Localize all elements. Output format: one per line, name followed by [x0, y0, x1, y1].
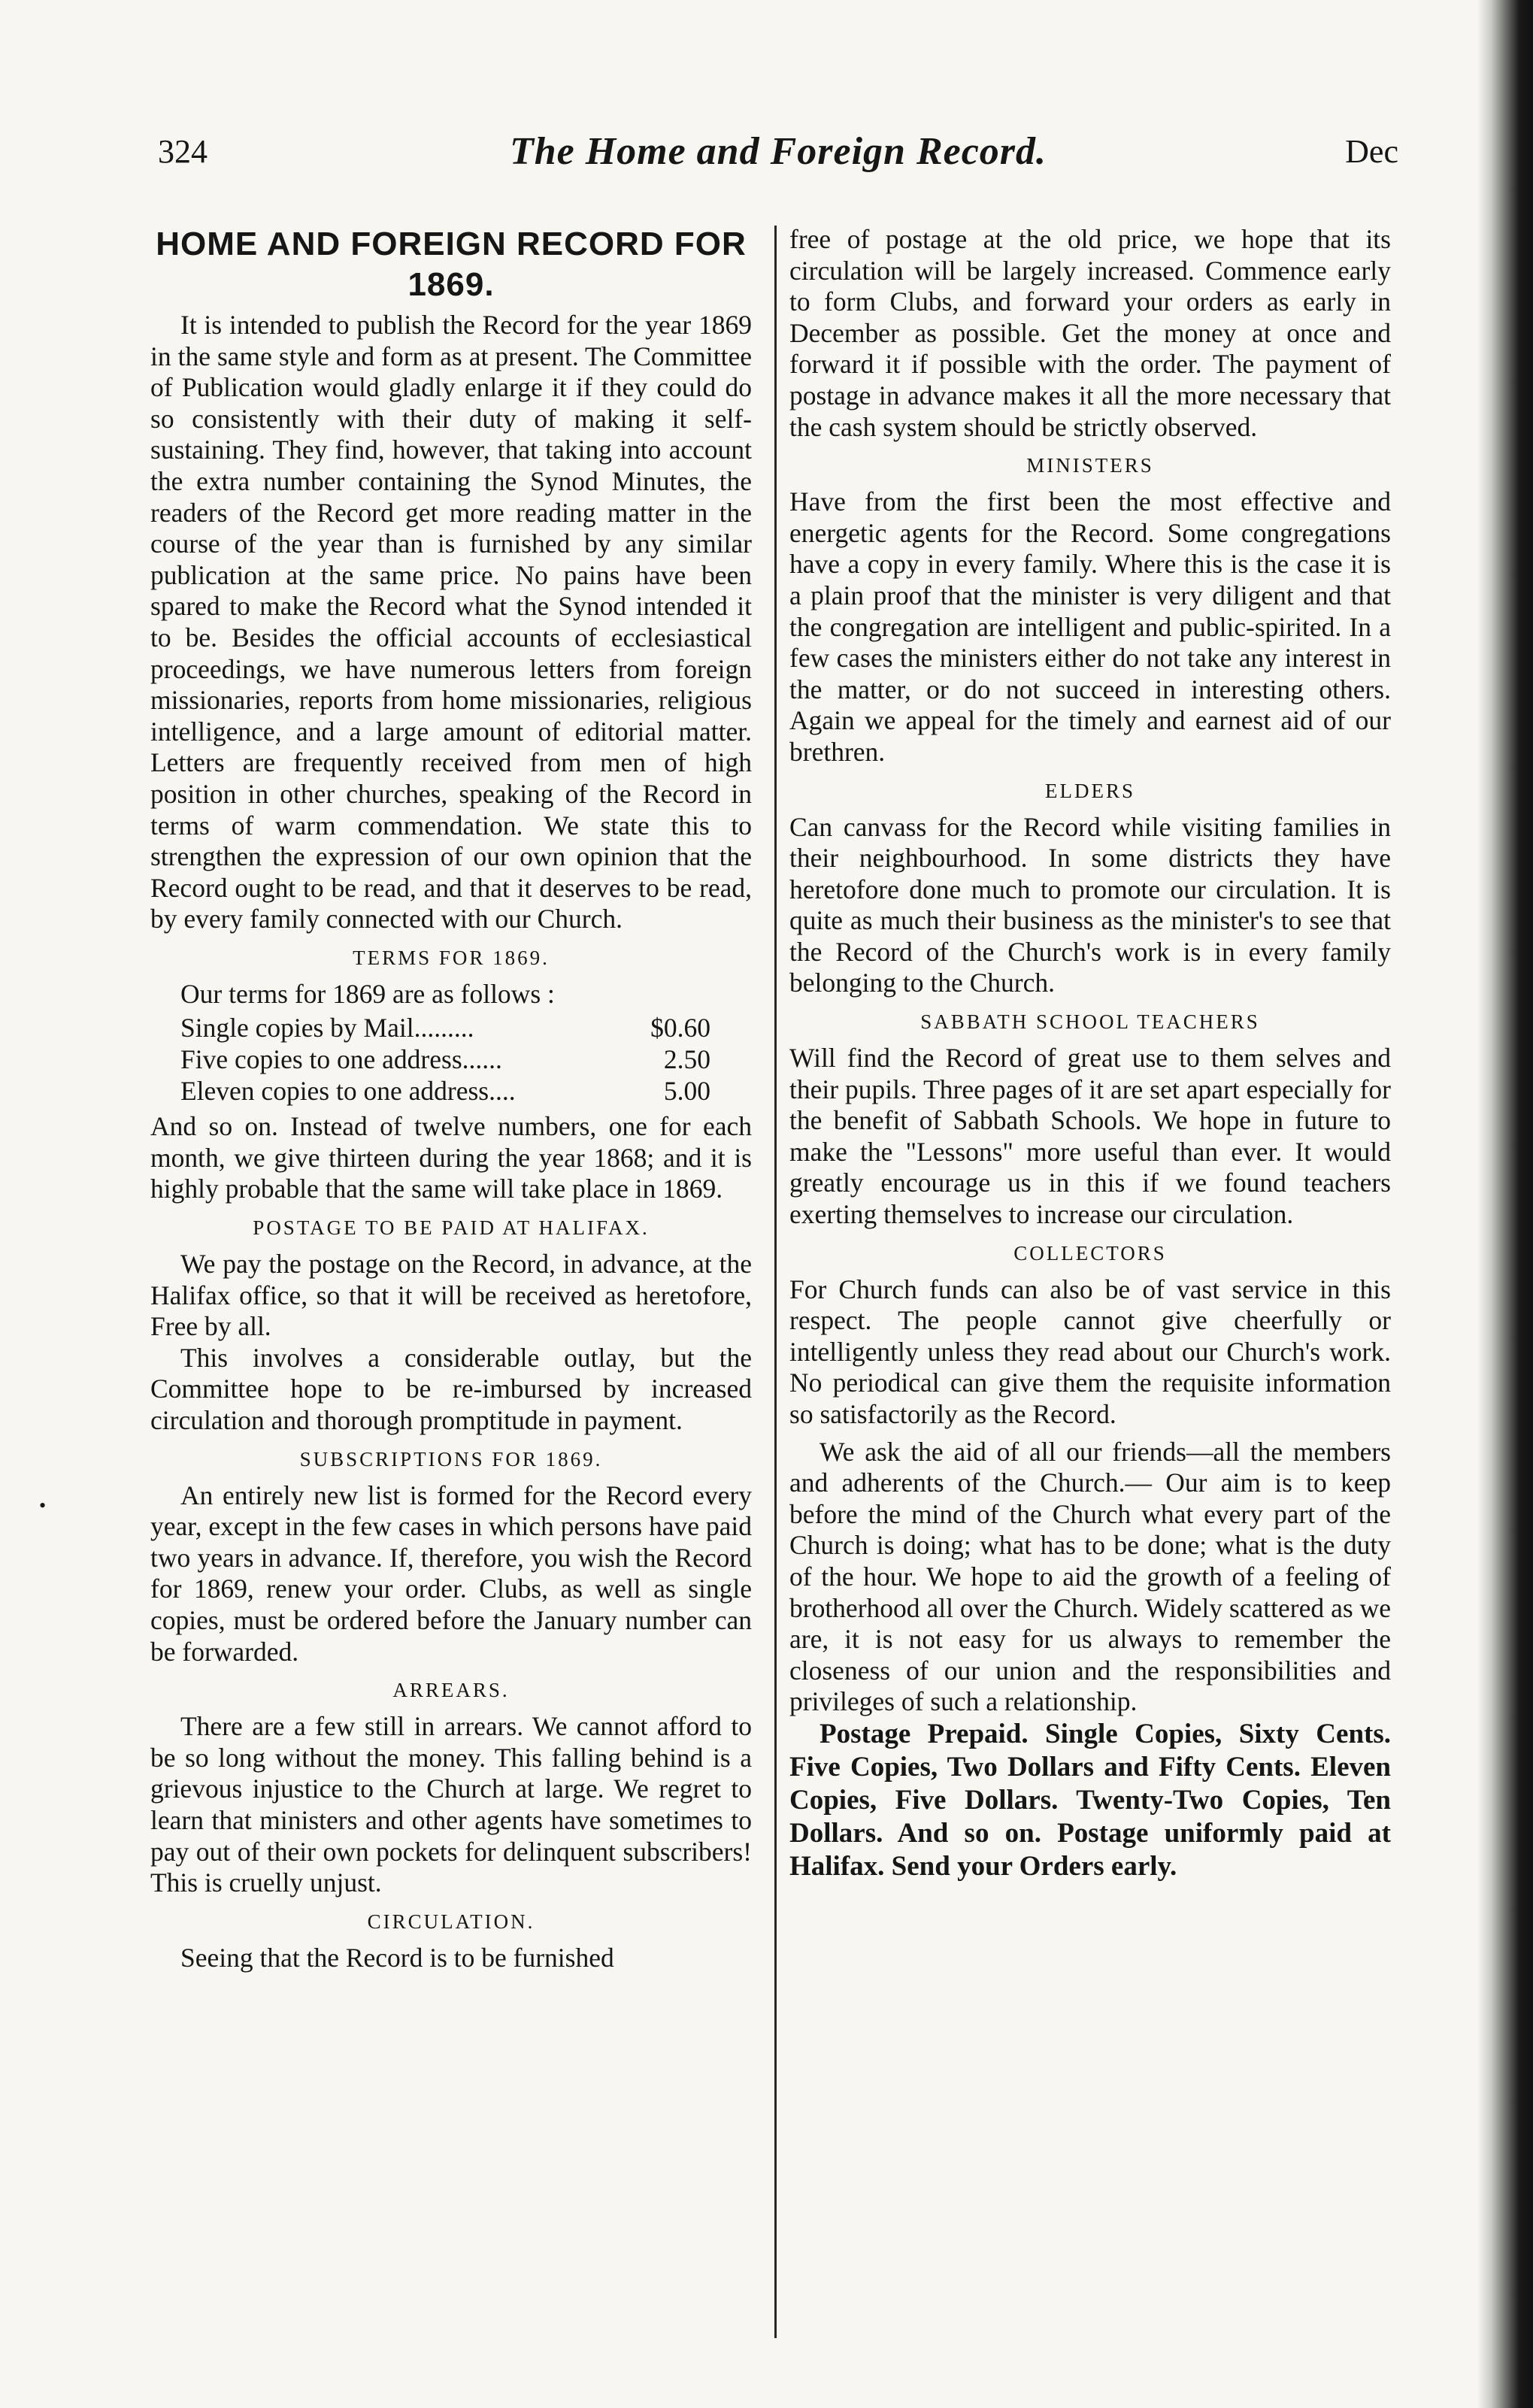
page-edge-shadow — [1477, 0, 1533, 2408]
terms-label: Single copies by Mail......... — [180, 1013, 474, 1043]
terms-price: $0.60 — [650, 1013, 710, 1043]
terms-label: Eleven copies to one address.... — [180, 1075, 516, 1106]
column-rule — [774, 226, 777, 2338]
postage-heading: POSTAGE TO BE PAID AT HALIFAX. — [253, 1216, 650, 1240]
circulation-paragraph-start: Seeing that the Record is to be furnished — [180, 1942, 614, 1973]
circulation-heading: CIRCULATION. — [367, 1910, 535, 1933]
subscriptions-heading: SUBSCRIPTIONS FOR 1869. — [299, 1447, 603, 1471]
elders-paragraph: Can canvass for the Record while visiting families in their neighbourhood. In some districts they have heretofore done much to promote our circulation. It is quite as much their business as the minister's to see that the Record of the Church's work is in every family belonging to the Church. — [789, 811, 1391, 998]
terms-row — [180, 1076, 710, 1107]
arrears-paragraph: There are a few still in arrears. We cannot afford to be so long without the money. This falling behind is a grievous injustice to the Church at large. We regret to learn that ministers and other agents have sometimes to pay out of their own pockets for delinquent subscribers! This is cruelly unjust. — [150, 1711, 752, 1898]
appeal-paragraph: We ask the aid of all our friends—all the members and adherents of the Church.— Our aim is to keep before the mind of the Church what every part of the Church is doing; what has to be done; what is the duty of the hour. We hope to aid the growth of a feeling of brotherhood all over the Church. Widely scattered as we are, it is not easy for us always to remember the closeness of our union and the responsibilities and privileges of such a relationship. — [789, 1436, 1391, 1717]
postage-paragraph: We pay the postage on the Record, in advance, at the Halifax office, so that it will be received as heretofore, Free by all. — [150, 1249, 752, 1342]
postage-paragraph-2: This involves a considerable outlay, but the Committee hope to be re-imbursed by increased circulation and thorough promptitude in payment. — [150, 1342, 752, 1435]
terms-price: 2.50 — [663, 1044, 710, 1075]
teachers-paragraph: Will find the Record of great use to them selves and their pupils. Three pages of it are set apart especially for the benefit of Sabbath Schools. We hope in future to make the "Lessons" more useful than ever. It would greatly encourage us in this if we found teachers exerting themselves to increase our circulation. — [789, 1043, 1391, 1230]
terms-label: Five copies to one address...... — [180, 1044, 502, 1075]
header-month: Dec — [1345, 133, 1398, 170]
teachers-heading: SABBATH SCHOOL TEACHERS — [920, 1010, 1260, 1034]
terms-heading: TERMS FOR 1869. — [353, 946, 550, 969]
running-header — [158, 132, 1398, 185]
terms-row — [180, 1013, 710, 1044]
closing-notice: Postage Prepaid. Single Copies, Sixty Cents. Five Copies, Two Dollars and Fifty Cents. Eleven Copies, Five Dollars. Twenty-Two Copies, Ten Dollars. And so on. Postage uniformly paid at Halifax. Send your Orders early. — [789, 1718, 1391, 1882]
ministers-paragraph: Have from the first been the most effective and energetic agents for the Record. Some congregations have a copy in every family. Where this is the case it is a plain proof that the minister is very diligent and that the congregation are intelligent and public-spirited. In a few cases the ministers either do not take any interest in the matter, or do not succeed in interesting others. Again we appeal for the timely and earnest aid of our brethren. — [789, 486, 1391, 767]
journal-title: The Home and Foreign Record. — [509, 130, 1047, 173]
page-number: 324 — [158, 133, 208, 170]
ministers-heading: MINISTERS — [1026, 454, 1154, 477]
circulation-paragraph-cont: free of postage at the old price, we hope that its circulation will be largely increased. Commence early to form Clubs, and forward your orders as early in December as possible. Get the money at once and forward it if possible with the order. The payment of postage in advance makes it all the more necessary that the cash system should be strictly observed. — [789, 224, 1391, 442]
intro-paragraph: It is intended to publish the Record for the year 1869 in the same style and form as at present. The Committee of Publication would gladly enlarge it if they could do so consistently with their duty of making it self-sustaining. They find, however, that taking into account the extra number containing the Synod Minutes, the readers of the Record get more reading matter in the course of the year than is furnished by any similar publication at the same price. No pains have been spared to make the Record what the Synod intended it to be. Besides the official accounts of ecclesiastical proceedings, we have numerous letters from foreign missionaries, reports from home missionaries, religious intelligence, and a large amount of editorial matter. Letters are frequently received from men of high position in other churches, speaking of the Record in terms of warm commendation. We state this to strengthen the expression of our own opinion that the Record ought to be read, and that it deserves to be read, by every family connected with our Church. — [150, 310, 752, 934]
collectors-paragraph: For Church funds can also be of vast service in this respect. The people cannot give cheerfully or intelligently unless they read about our Church's work. No periodical can give them the requisite information so satisfactorily as the Record. — [789, 1274, 1391, 1429]
terms-after: And so on. Instead of twelve numbers, one for each month, we give thirteen during the year 1868; and it is highly probable that the same will take place in 1869. — [150, 1111, 752, 1204]
collectors-heading: COLLECTORS — [1013, 1241, 1167, 1265]
terms-intro: Our terms for 1869 are as follows : — [180, 978, 555, 1009]
terms-row — [180, 1044, 710, 1076]
margin-dot: • — [39, 1495, 47, 1516]
article-headline: HOME AND FOREIGN RECORD FOR 1869. — [156, 226, 747, 303]
subscriptions-paragraph: An entirely new list is formed for the Record every year, except in the few cases in which persons have paid two years in advance. If, therefore, you wish the Record for 1869, renew your order. Clubs, as well as single copies, must be ordered before the January number can be forwarded. — [150, 1480, 752, 1667]
elders-heading: ELDERS — [1044, 779, 1135, 802]
right-column — [789, 224, 1391, 1883]
arrears-heading: ARREARS. — [392, 1679, 510, 1702]
terms-price: 5.00 — [663, 1075, 710, 1106]
terms-table — [180, 1013, 752, 1107]
left-column — [150, 224, 752, 1973]
